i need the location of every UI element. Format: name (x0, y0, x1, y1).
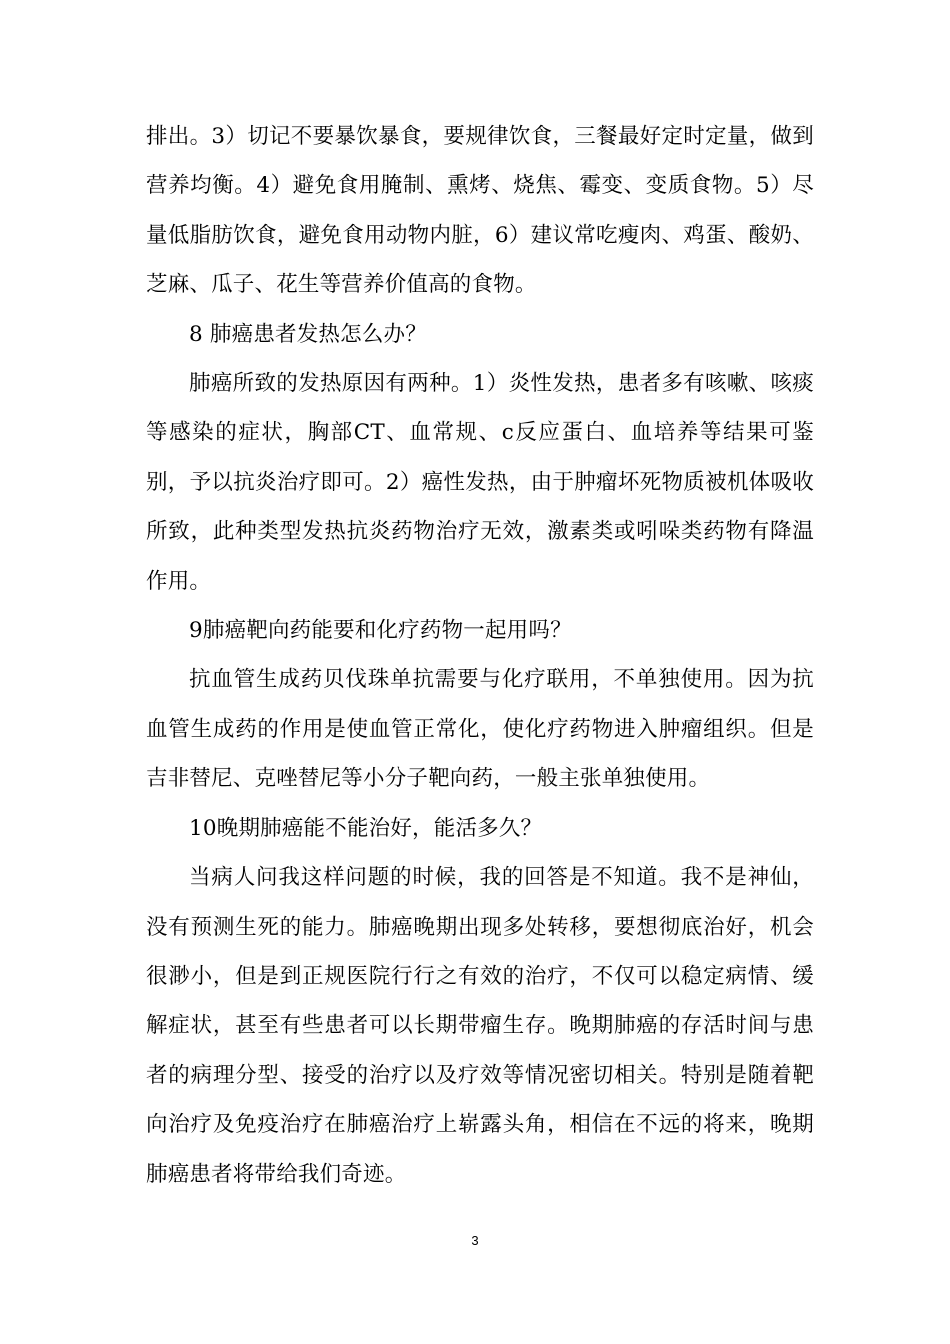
section-heading-late-stage-prognosis: 10晚期肺癌能不能治好，能活多久？ (189, 815, 543, 841)
section-heading-targeted-drugs: 9肺癌靶向药能要和化疗药物一起用吗？ (189, 618, 572, 644)
document-body (146, 112, 814, 1199)
paragraph-fever-causes: 肺癌所致的发热原因有两种。1）炎性发热，患者多有咳嗽、咳痰等感染的症状，胸部CT、血常规、c反应蛋白、血培养等结果可鉴别，予以抗炎治疗即可。2）癌性发热，由于肿瘤坏死物质被机体吸收所致，此种类型发热抗炎药物治疗无效，激素类或吲哚类药物有降温作用。 (146, 371, 814, 594)
page-number: 3 (471, 1233, 479, 1248)
paragraph-targeted-drugs: 抗血管生成药贝伐珠单抗需要与化疗联用，不单独使用。因为抗血管生成药的作用是使血管正常化，使化疗药物进入肿瘤组织。但是吉非替尼、克唑替尼等小分子靶向药，一般主张单独使用。 (146, 667, 814, 792)
section-heading-fever: 8 肺癌患者发热怎么办？ (189, 321, 427, 347)
paragraph-diet-advice-continuation: 排出。3）切记不要暴饮暴食，要规律饮食，三餐最好定时定量，做到营养均衡。4）避免食用腌制、熏烤、烧焦、霉变、变质食物。5）尽量低脂肪饮食，避免食用动物内脏，6）建议常吃瘦肉、鸡蛋、酸奶、芝麻、瓜子、花生等营养价值高的食物。 (146, 124, 814, 298)
paragraph-late-stage-prognosis: 当病人问我这样问题的时候，我的回答是不知道。我不是神仙，没有预测生死的能力。肺癌晚期出现多处转移，要想彻底治好，机会很渺小，但是到正规医院行行之有效的治疗，不仅可以稳定病情、缓解症状，甚至有些患者可以长期带瘤生存。晚期肺癌的存活时间与患者的病理分型、接受的治疗以及疗效等情况密切相关。特别是随着靶向治疗及免疫治疗在肺癌治疗上崭露头角，相信在不远的将来，晚期肺癌患者将带给我们奇迹。 (146, 865, 814, 1187)
